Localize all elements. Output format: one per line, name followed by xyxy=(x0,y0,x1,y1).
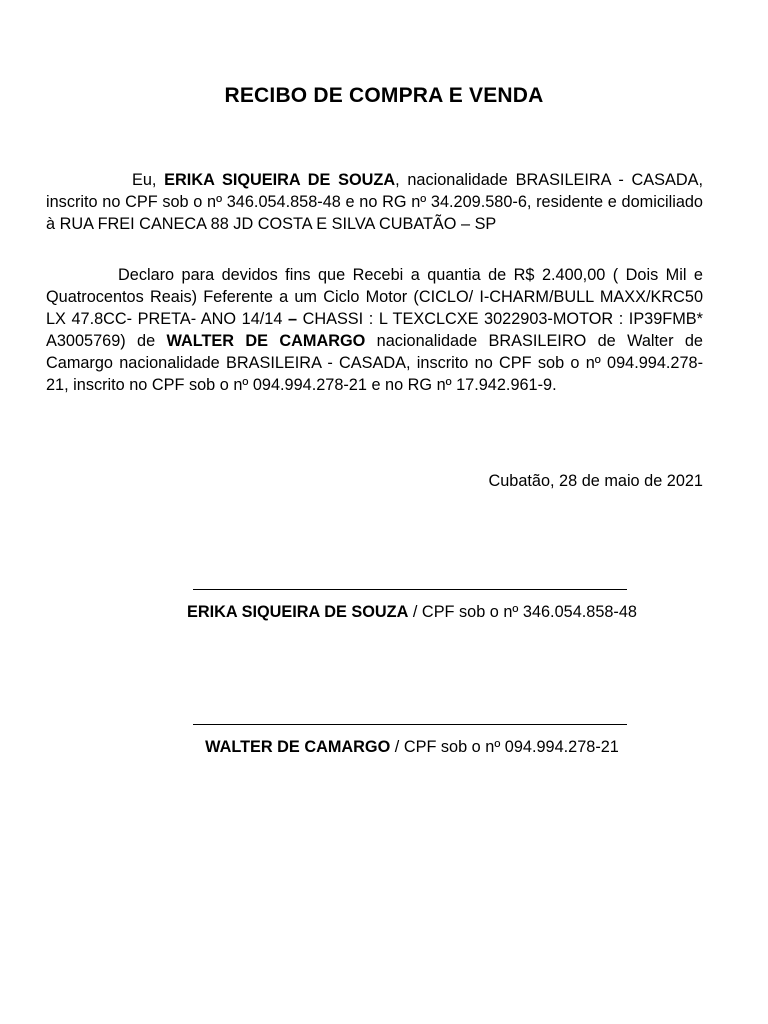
seller-signature-caption xyxy=(0,603,768,622)
seller-signature-name: ERIKA SIQUEIRA DE SOUZA xyxy=(187,603,409,621)
paragraph1-lead: Eu, xyxy=(132,171,165,189)
buyer-signature-name: WALTER DE CAMARGO xyxy=(205,738,391,756)
paragraph2-lead: Declaro para devidos fins que Recebi a quantia de R$ 2.400,00 ( Dois Mil e Quatrocentos Reais) Feferente a um Ciclo Motor (CICLO/ I-CHARM/BULL MAXX/KRC50 LX 47.8CC- PRETA- ANO 14/14 xyxy=(46,266,703,328)
paragraph2-middle: CHASSI : L TEXCLCXE 3022903-MOTOR : IP39FMB* A3005769) de xyxy=(46,310,703,350)
buyer-name: WALTER DE CAMARGO xyxy=(166,332,366,350)
seller-name: ERIKA SIQUEIRA DE SOUZA xyxy=(164,171,396,189)
seller-declaration-paragraph xyxy=(46,169,703,235)
seller-signature-line xyxy=(193,589,627,590)
buyer-signature-caption xyxy=(0,738,768,757)
date-line: Cubatão, 28 de maio de 2021 xyxy=(488,472,703,490)
paragraph1-rest: , nacionalidade BRASILEIRA - CASADA, inscrito no CPF sob o nº 346.054.858-48 e no RG nº 34.209.580-6, residente e domiciliado à RUA FREI CANECA 88 JD COSTA E SILVA CUBATÃO – SP xyxy=(46,171,703,233)
payment-declaration-paragraph xyxy=(46,264,703,396)
document-title: RECIBO DE COMPRA E VENDA xyxy=(224,84,544,107)
seller-signature-cpf: / CPF sob o nº 346.054.858-48 xyxy=(408,603,637,621)
paragraph2-dash: – xyxy=(287,310,298,328)
buyer-signature-line xyxy=(193,724,627,725)
buyer-signature-cpf: / CPF sob o nº 094.994.278-21 xyxy=(390,738,619,756)
paragraph2-rest: nacionalidade BRASILEIRO de Walter de Camargo nacionalidade BRASILEIRA - CASADA, inscrito no CPF sob o nº 094.994.278-21, inscrito no CPF sob o nº 094.994.278-21 e no RG nº 17.942.961-9. xyxy=(46,332,703,394)
